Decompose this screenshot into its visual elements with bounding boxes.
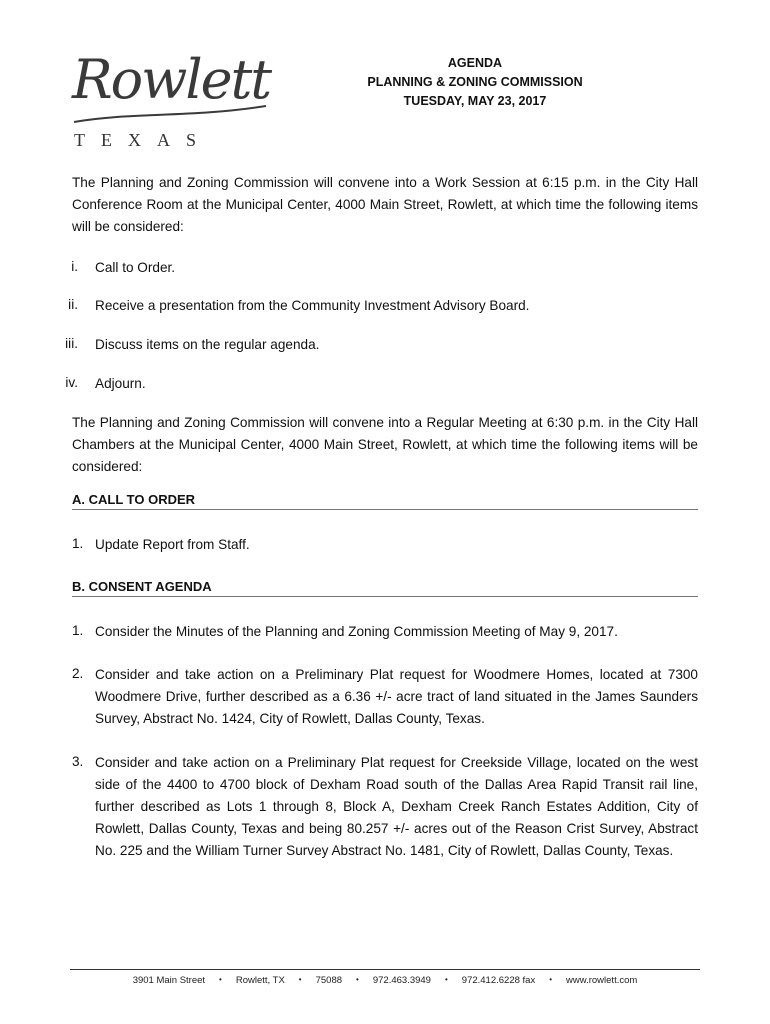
list-marker: 3. [72,754,84,769]
header-line-1: AGENDA [447,56,503,70]
footer-fax: 972.412.6228 fax [461,975,536,986]
regular-meeting-intro: The Planning and Zoning Commission will convene into a Regular Meeting at 6:30 p.m. in the City Hall Chambers at the Municipal Center, 4000 Main Street, Rowlett, at which time the following items will be considered: [72,415,698,474]
work-session-intro: The Planning and Zoning Commission will convene into a Work Session at 6:15 p.m. in the City Hall Conference Room at the Municipal Center, 4000 Main Street, Rowlett, at which time the following items will be considered: [72,175,698,234]
logo-swoosh-icon [70,92,270,132]
footer-city: Rowlett, TX [235,975,285,986]
list-text: Adjourn. [95,376,146,391]
logo-subtitle: TEXAS [74,130,212,150]
footer-separator: • [444,975,448,984]
footer-phone: 972.463.3949 [372,975,431,986]
list-marker: i. [71,259,78,274]
list-marker: 1. [72,536,84,551]
list-text: Update Report from Staff. [95,537,250,552]
list-text: Consider and take action on a Preliminary Plat request for Creekside Village, located on the west side of the 4400 to 4700 block of Dexham Road south of the Dallas Area Rapid Transit rail line, further described as Lots 1 through 8, Block A, Dexham Creek Ranch Estates Addition, City of Rowlett, Dallas County, Texas and being 80.257 +/- acres out of the Reason Crist Survey, Abstract No. 225 and the William Turner Survey Abstract No. 1481, City of Rowlett, Dallas County, Texas. [95,755,698,858]
footer-divider [70,969,700,970]
list-text: Consider the Minutes of the Planning and Zoning Commission Meeting of May 9, 2017. [95,624,618,639]
section-a-title: A. CALL TO ORDER [72,492,698,510]
header-line-3: TUESDAY, MAY 23, 2017 [403,94,547,108]
list-text: Consider and take action on a Preliminary Plat request for Woodmere Homes, located at 7300 Woodmere Drive, further described as a 6.36 +/- acre tract of land situated in the James Saunders Survey, Abstract No. 1424, City of Rowlett, Dallas County, Texas. [95,667,698,726]
list-marker: iii. [65,336,78,351]
footer-separator: • [219,975,222,984]
list-text: Receive a presentation from the Community Investment Advisory Board. [95,298,530,313]
footer-separator: • [356,975,359,984]
list-marker: ii. [68,297,78,312]
list-marker: 2. [72,666,84,681]
list-text: Call to Order. [95,260,176,275]
footer-separator: • [298,975,302,984]
section-b-title: B. CONSENT AGENDA [72,579,698,597]
footer-zip: 75088 [315,975,343,986]
footer-website-link[interactable]: www.rowlett.com [566,975,638,986]
list-text: Discuss items on the regular agenda. [95,337,320,352]
logo-wordmark: Rowlett [72,48,271,111]
footer-separator: • [549,975,553,984]
page-footer [70,975,700,986]
list-marker: 1. [72,623,84,638]
agenda-header [330,54,620,111]
list-marker: iv. [65,375,78,390]
city-logo [70,48,270,152]
header-line-2: PLANNING & ZONING COMMISSION [367,75,583,89]
footer-address: 3901 Main Street [132,975,206,986]
